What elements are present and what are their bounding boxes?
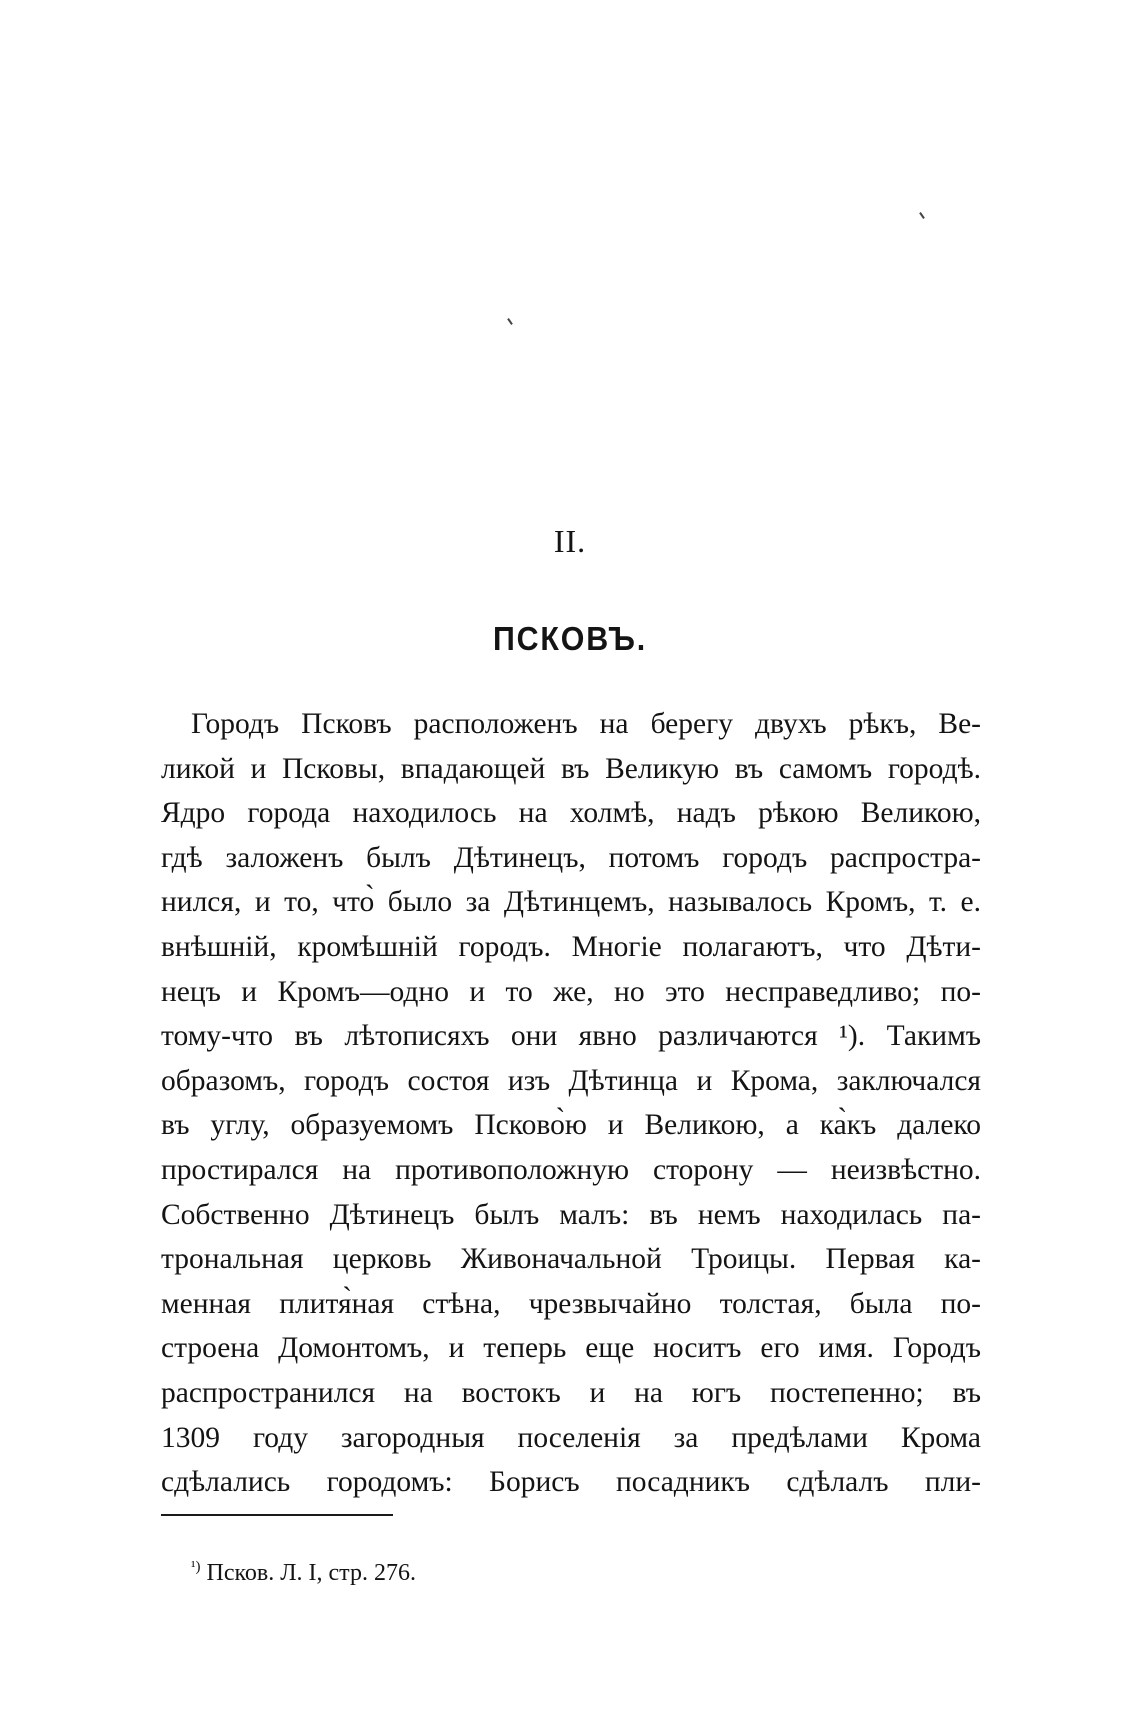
scan-speck (507, 318, 513, 325)
text-line: нецъ и Кромъ—одно и то же, но это несправедливо; по- (161, 975, 981, 1008)
scan-speck (919, 212, 925, 219)
body-paragraph (161, 702, 981, 1505)
text-line: образомъ, городъ состоя изъ Дѣтинца и Крома, заключался (161, 1064, 981, 1097)
text-line: простирался на противоположную сторону — неизвѣстно. (161, 1153, 981, 1186)
text-line: строена Домонтомъ, и теперь еще носитъ его имя. Городъ (161, 1332, 981, 1365)
text-line: гдѣ заложенъ былъ Дѣтинецъ, потомъ городъ распростра- (161, 841, 981, 874)
text-line: нился, и то, что̀ было за Дѣтинцемъ, называлось Кромъ, т. е. (161, 886, 981, 919)
text-line: трональная церковь Живоначальной Троицы. Первая ка- (161, 1243, 981, 1276)
text-line: Ядро города находилось на холмѣ, надъ рѣкою Великою, (161, 797, 981, 830)
text-line: распространился на востокъ и на югъ постепенно; въ (161, 1376, 981, 1409)
text-line: 1309 году загородныя поселенія за предѣлами Крома (161, 1421, 981, 1454)
text-line: Собственно Дѣтинецъ былъ малъ: въ немъ находилась па- (161, 1198, 981, 1231)
footnote-text: Псков. Л. I, стр. 276. (206, 1560, 416, 1586)
text-line: въ углу, образуемомъ Псково̀ю и Великою, а ка̀къ далеко (161, 1109, 981, 1142)
text-line: тому-что въ лѣтописяхъ они явно различаются ¹). Такимъ (161, 1020, 981, 1053)
text-line: внѣшній, кромѣшній городъ. Многіе полагаютъ, что Дѣти- (161, 930, 981, 963)
chapter-title: ПСКОВЪ. (492, 620, 648, 657)
text-line: сдѣлались городомъ: Борисъ посадникъ сдѣлалъ пли- (161, 1466, 981, 1499)
text-line: менная плитя̀ная стѣна, чрезвычайно толстая, была по- (161, 1287, 981, 1320)
chapter-number: II. (553, 523, 587, 559)
text-line: Городъ Псковъ расположенъ на берегу двухъ рѣкъ, Ве- (191, 708, 981, 740)
footnote-marker: ¹) (191, 1559, 201, 1575)
footnote (191, 1552, 416, 1588)
text-line: ликой и Псковы, впадающей въ Великую въ самомъ городѣ. (161, 752, 981, 785)
footnote-divider (161, 1514, 393, 1516)
